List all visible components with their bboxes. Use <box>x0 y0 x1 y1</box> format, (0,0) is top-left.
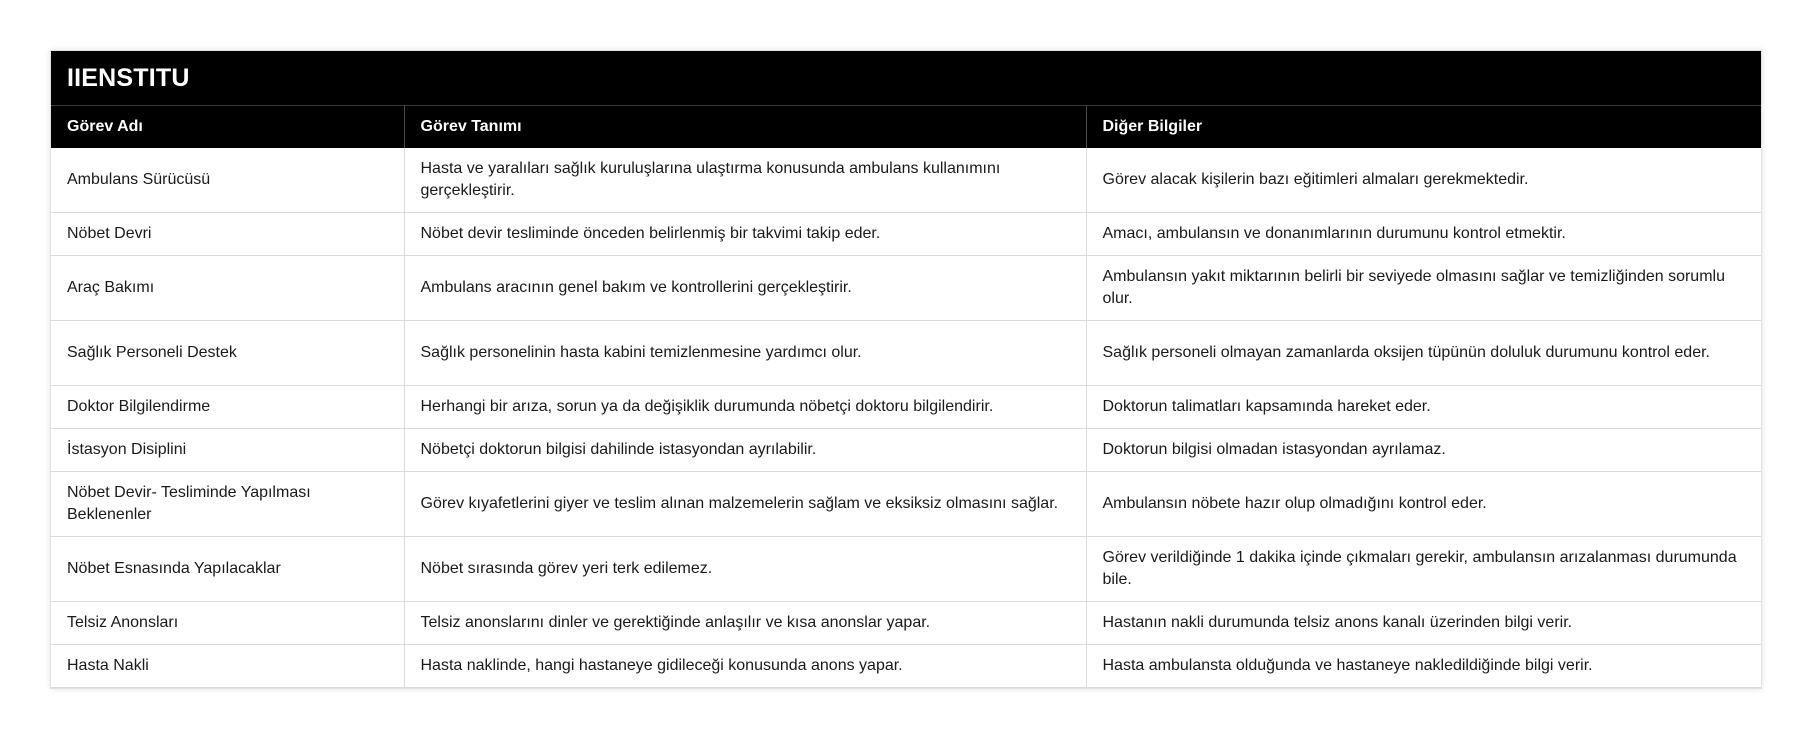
cell-definition: Nöbet sırasında görev yeri terk edilemez. <box>404 537 1086 602</box>
cell-definition: Ambulans aracının genel bakım ve kontrollerini gerçekleştirir. <box>404 256 1086 321</box>
cell-other: Görev alacak kişilerin bazı eğitimleri almaları gerekmektedir. <box>1086 148 1761 213</box>
table-row <box>51 472 1761 537</box>
cell-other: Ambulansın yakıt miktarının belirli bir seviyede olmasını sağlar ve temizliğinden sorumlu olur. <box>1086 256 1761 321</box>
cell-definition: Görev kıyafetlerini giyer ve teslim alınan malzemelerin sağlam ve eksiksiz olmasını sağlar. <box>404 472 1086 537</box>
table-row <box>51 321 1761 386</box>
header-gorev-adi: Görev Adı <box>51 106 404 148</box>
table-row <box>51 213 1761 256</box>
cell-definition: Telsiz anonslarını dinler ve gerektiğinde anlaşılır ve kısa anonslar yapar. <box>404 602 1086 645</box>
cell-definition: Nöbetçi doktorun bilgisi dahilinde istasyondan ayrılabilir. <box>404 429 1086 472</box>
table-row <box>51 645 1761 688</box>
cell-other: Hastanın nakli durumunda telsiz anons kanalı üzerinden bilgi verir. <box>1086 602 1761 645</box>
cell-name: Telsiz Anonsları <box>51 602 404 645</box>
cell-definition: Herhangi bir arıza, sorun ya da değişiklik durumunda nöbetçi doktoru bilgilendirir. <box>404 386 1086 429</box>
cell-name: Ambulans Sürücüsü <box>51 148 404 213</box>
cell-name: Araç Bakımı <box>51 256 404 321</box>
cell-other: Amacı, ambulansın ve donanımlarının durumunu kontrol etmektir. <box>1086 213 1761 256</box>
cell-other: Hasta ambulansta olduğunda ve hastaneye nakledildiğinde bilgi verir. <box>1086 645 1761 688</box>
cell-name: Nöbet Devri <box>51 213 404 256</box>
cell-name: Nöbet Devir- Tesliminde Yapılması Beklenenler <box>51 472 404 537</box>
duties-table-card <box>50 50 1762 689</box>
header-gorev-tanimi: Görev Tanımı <box>404 106 1086 148</box>
table-row <box>51 148 1761 213</box>
cell-name: Hasta Nakli <box>51 645 404 688</box>
cell-other: Sağlık personeli olmayan zamanlarda oksijen tüpünün doluluk durumunu kontrol eder. <box>1086 321 1761 386</box>
cell-other: Doktorun talimatları kapsamında hareket eder. <box>1086 386 1761 429</box>
brand-title: IIENSTITU <box>51 51 1761 106</box>
table-row <box>51 537 1761 602</box>
cell-other: Doktorun bilgisi olmadan istasyondan ayrılamaz. <box>1086 429 1761 472</box>
cell-name: Sağlık Personeli Destek <box>51 321 404 386</box>
table-row <box>51 256 1761 321</box>
cell-definition: Sağlık personelinin hasta kabini temizlenmesine yardımcı olur. <box>404 321 1086 386</box>
cell-name: Nöbet Esnasında Yapılacaklar <box>51 537 404 602</box>
cell-definition: Hasta naklinde, hangi hastaneye gidileceği konusunda anons yapar. <box>404 645 1086 688</box>
table-row <box>51 602 1761 645</box>
header-diger-bilgiler: Diğer Bilgiler <box>1086 106 1761 148</box>
table-header-row <box>51 106 1761 148</box>
cell-other: Görev verildiğinde 1 dakika içinde çıkmaları gerekir, ambulansın arızalanması durumunda bile. <box>1086 537 1761 602</box>
duties-table <box>51 106 1761 688</box>
cell-name: Doktor Bilgilendirme <box>51 386 404 429</box>
table-row <box>51 429 1761 472</box>
cell-other: Ambulansın nöbete hazır olup olmadığını kontrol eder. <box>1086 472 1761 537</box>
cell-definition: Hasta ve yaralıları sağlık kuruluşlarına ulaştırma konusunda ambulans kullanımını gerçekleştirir. <box>404 148 1086 213</box>
table-row <box>51 386 1761 429</box>
cell-name: İstasyon Disiplini <box>51 429 404 472</box>
cell-definition: Nöbet devir tesliminde önceden belirlenmiş bir takvimi takip eder. <box>404 213 1086 256</box>
